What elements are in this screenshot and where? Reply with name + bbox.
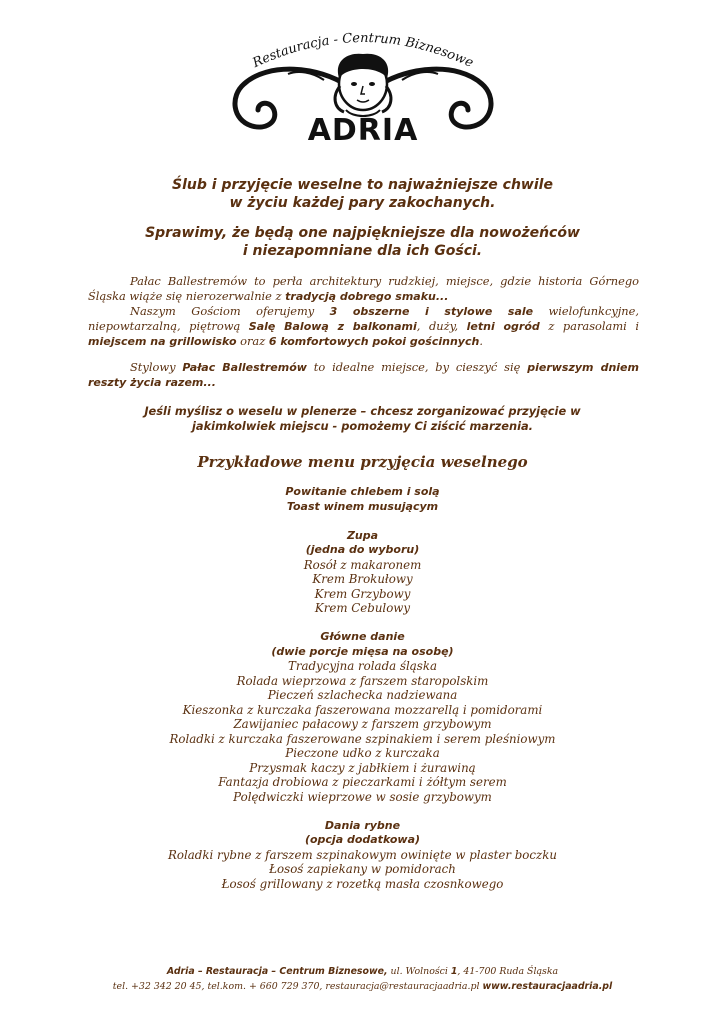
offer-text-1: Naszym Gościom oferujemy (130, 304, 330, 318)
menu-item: Rosół z makaronem (303, 557, 422, 572)
menu-section-heading: (jedna do wyboru) (305, 543, 420, 556)
offer-text-3: , duży, (416, 319, 467, 333)
palace-bold-2: pierwszym dniem reszty życia razem... (88, 361, 639, 389)
menu-item: Pieczeń szlachecka nadziewana (267, 688, 458, 702)
intro-heading-1-line-1: Ślub i przyjęcie weselne to najważniejsze chwile (172, 177, 553, 193)
footer-address-pre: ul. Wolności (387, 966, 451, 977)
menu-section-heading: (opcja dodatkowa) (304, 833, 421, 846)
menu-section-heading: Dania rybne (324, 818, 401, 832)
menu-item: Zawijaniec pałacowy z farszem grzybowym (233, 717, 492, 731)
menu-section (0, 630, 725, 804)
offer-bold-4: miejscem na grillowisko (88, 335, 237, 348)
menu-item: Przysmak kaczy z jabłkiem i żurawiną (249, 760, 476, 775)
footer-contact (0, 979, 725, 994)
intro-heading-1-line-2: w życiu każdej pary zakochanych. (229, 195, 496, 211)
footer-address (0, 964, 725, 979)
menu-item: Roladki rybne z farszem szpinakowym owinięte w plaster boczku (168, 847, 557, 862)
paragraph-history-text: Pałac Ballestremów to perła architektury rudzkiej, miejsce, gdzie historia Górnego Śląska wiąże się nierozerwalnie z (88, 274, 639, 303)
logo-name: ADRIA (307, 113, 419, 148)
paragraph-offer (88, 304, 639, 349)
menu-section-heading: Zupa (346, 528, 379, 542)
intro-heading-2 (0, 224, 725, 260)
menu-item: Kieszonka z kurczaka faszerowana mozzarellą i pomidorami (182, 702, 543, 717)
menu-item: Rolada wieprzowa z farszem staropolskim (236, 673, 489, 688)
intro-heading-1 (0, 176, 725, 212)
menu-section-heading: Toast winem musującym (286, 499, 439, 513)
menu-section-heading: Główne danie (320, 630, 405, 643)
outdoor-wedding-callout (0, 404, 725, 434)
menu-item: Pieczone udko z kurczaka (285, 746, 440, 760)
menu-list (0, 485, 725, 906)
menu-item: Roladki z kurczaka faszerowane szpinakiem i serem pleśniowym (169, 731, 556, 746)
offer-bold-5: 6 komfortowych pokoi gościnnych (268, 335, 480, 348)
paragraph-history-bold: tradycją dobrego smaku... (285, 290, 449, 303)
intro-heading-2-line-1: Sprawimy, że będą one najpiękniejsze dla nowożeńców (145, 225, 580, 241)
menu-item: Polędwiczki wieprzowe w sosie grzybowym (233, 789, 492, 804)
menu-item: Krem Cebulowy (314, 601, 411, 615)
paragraph-history (88, 274, 639, 304)
menu-section-heading: (dwie porcje mięsa na osobę) (271, 644, 454, 658)
footer-company: Adria – Restauracja – Centrum Biznesowe, (166, 966, 388, 977)
offer-text-2: wielofunkcyjne, niepowtarzalną, piętrową (88, 304, 639, 333)
footer-website-link[interactable]: www.restauracjaadria.pl (482, 981, 613, 992)
menu-section (0, 529, 725, 616)
offer-bold-1: 3 obszerne i stylowe sale (329, 305, 534, 318)
menu-section (0, 485, 725, 514)
footer-contact-text: tel. +32 342 20 45, tel.kom. + 660 729 370, restauracja@restauracjaadria.pl (112, 981, 483, 992)
paragraph-palace (88, 360, 639, 390)
offer-text-6: . (479, 334, 483, 348)
offer-bold-2: Salę Balową z balkonami (248, 320, 417, 333)
menu-section-heading: Powitanie chlebem i solą (285, 485, 440, 498)
palace-bold-1: Pałac Ballestremów (182, 361, 307, 374)
menu-item: Łosoś grillowany z rozetką masła czosnkowego (221, 876, 504, 891)
callout-line-1: Jeśli myślisz o weselu w plenerze – chcesz zorganizować przyjęcie w (144, 404, 581, 418)
offer-text-4: z parasolami i (539, 319, 639, 333)
offer-bold-3: letni ogród (466, 320, 540, 333)
restaurant-logo (228, 26, 498, 152)
palace-text-1: Stylowy (130, 360, 183, 374)
logo-tagline: Restauracja - Centrum Biznesowe (250, 30, 476, 72)
menu-section (0, 819, 725, 892)
menu-item: Łosoś zapiekany w pomidorach (269, 862, 456, 876)
menu-item: Fantazja drobiowa z pieczarkami i żółtym serem (218, 775, 507, 789)
logo-emblem (228, 26, 498, 152)
offer-text-5: oraz (236, 334, 269, 348)
callout-line-2: jakimkolwiek miejscu - pomożemy Ci ziścić marzenia. (192, 419, 533, 433)
menu-item: Krem Grzybowy (314, 586, 411, 601)
footer-address-post: , 41-700 Ruda Śląska (457, 966, 559, 977)
palace-text-2: to idealne miejsce, by cieszyć się (306, 360, 528, 374)
menu-title: Przykładowe menu przyjęcia weselnego (197, 453, 528, 471)
menu-item: Krem Brokułowy (312, 572, 413, 586)
intro-heading-2-line-2: i niezapomniane dla ich Gości. (242, 243, 483, 259)
footer-address-number: 1 (450, 966, 458, 977)
menu-item: Tradycyjna rolada śląska (287, 659, 438, 673)
